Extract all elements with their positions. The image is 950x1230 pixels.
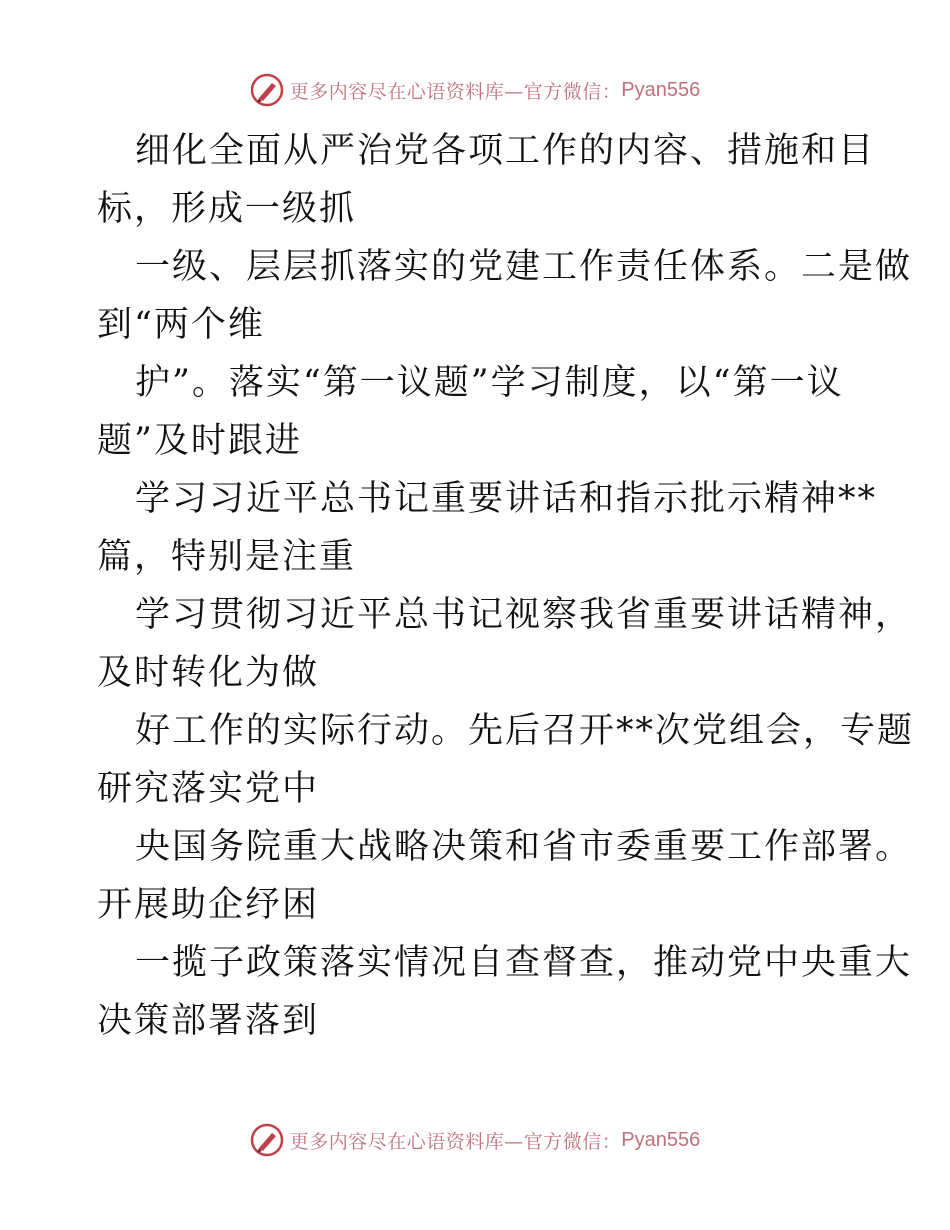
pen-logo-icon bbox=[250, 73, 284, 107]
text-line: 决策部署落到 bbox=[97, 1001, 320, 1041]
watermark-text: 更多内容尽在心语资料库—官方微信： bbox=[289, 1130, 622, 1153]
text-line: 好工作的实际行动。先后召开**次党组会，专题 bbox=[135, 711, 915, 751]
text-line: 学习习近平总书记重要讲话和指示批示精神** bbox=[135, 479, 878, 519]
text-line: 研究落实党中 bbox=[97, 769, 320, 809]
header-watermark bbox=[0, 70, 950, 110]
text-line: 及时转化为做 bbox=[97, 653, 320, 693]
text-line: 护”。落实“第一议题”学习制度，以“第一议 bbox=[135, 363, 844, 403]
text-line: 一级、层层抓落实的党建工作责任体系。二是做 bbox=[135, 247, 913, 287]
watermark-wechat-id: Pyan556 bbox=[621, 78, 701, 101]
text-line: 央国务院重大战略决策和省市委重要工作部署。 bbox=[135, 827, 913, 867]
text-line: 开展助企纾困 bbox=[97, 885, 320, 925]
text-line: 一揽子政策落实情况自查督查，推动党中央重大 bbox=[135, 943, 913, 983]
text-line: 标，形成一级抓 bbox=[97, 189, 357, 229]
text-line: 细化全面从严治党各项工作的内容、措施和目 bbox=[135, 131, 876, 171]
text-line: 篇，特别是注重 bbox=[97, 537, 357, 577]
pen-logo-icon bbox=[250, 1123, 284, 1157]
text-line: 到“两个维 bbox=[97, 305, 265, 345]
watermark-text: 更多内容尽在心语资料库—官方微信： bbox=[289, 80, 622, 103]
watermark-wechat-id: Pyan556 bbox=[621, 1128, 701, 1151]
text-line: 学习贯彻习近平总书记视察我省重要讲话精神， bbox=[135, 595, 913, 635]
text-line: 题”及时跟进 bbox=[97, 421, 302, 461]
footer-watermark bbox=[0, 1120, 950, 1160]
document-body bbox=[97, 122, 915, 1050]
